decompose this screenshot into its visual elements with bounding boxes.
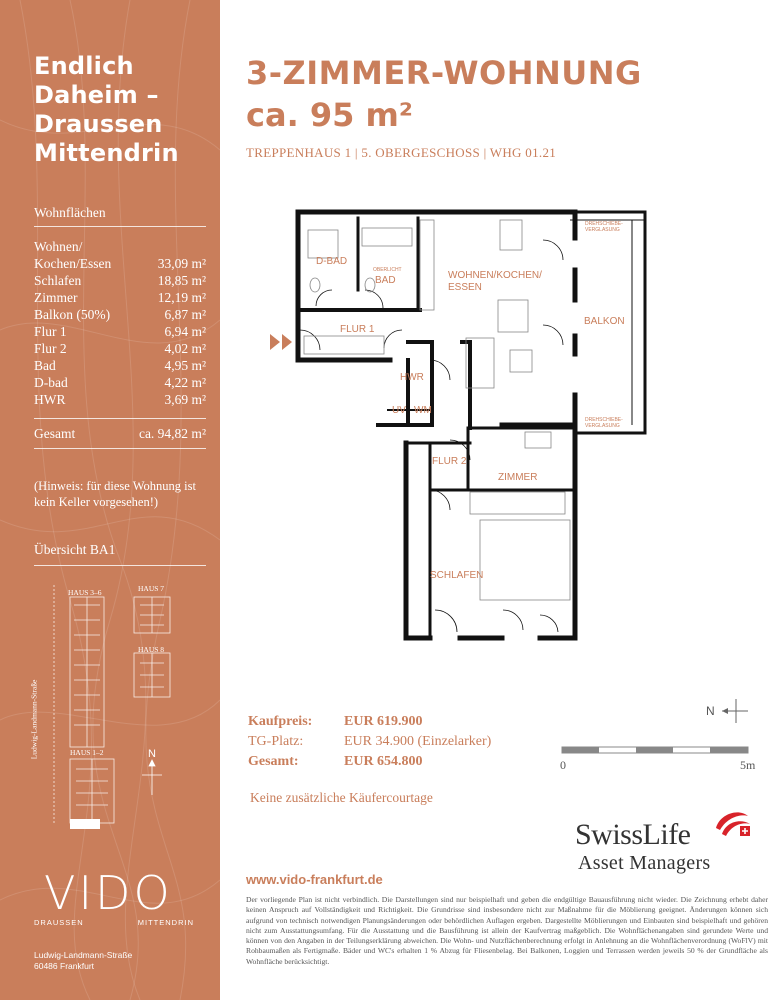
room-wohnen-line1: WOHNEN/KOCHEN/ [448,270,542,281]
room-bad-note: OBERLICHT [373,267,402,273]
price-label: Kaufpreis: [248,714,313,729]
scale-bar [560,744,756,774]
area-row [34,374,206,391]
area-value: 4,02 m² [164,341,206,356]
room-balkon: BALKON [584,316,625,327]
area-name: Zimmer [34,290,78,305]
room-zimmer: ZIMMER [498,472,538,483]
north-label: N [706,704,715,718]
room-dbad: D-BAD [316,256,348,267]
room-uv: UV [392,405,406,416]
area-name: Flur 1 [34,324,67,339]
area-name: D-bad [34,375,68,390]
overview-north-label: N [148,748,156,760]
price-row [248,714,548,734]
area-name: Wohnen/ [34,239,83,254]
website-link[interactable]: www.vido-frankfurt.de [246,872,383,887]
price-value: EUR 34.900 (Einzelarker) [344,734,492,749]
room-bad: BAD [375,275,396,286]
north-arrow [700,696,750,726]
partner-name: SwissLife [575,818,691,851]
divider [34,418,206,419]
area-row [34,357,206,374]
area-name: HWR [34,392,66,407]
cellar-note: (Hinweis: für diese Wohnung ist kein Keller vorgesehen!) [34,479,196,509]
courtage-note: Keine zusätzliche Käufercourtage [250,790,433,805]
vido-subline [34,918,194,927]
area-name: Kochen/Essen [34,256,112,271]
areas-title: Wohnflächen [34,205,106,220]
area-list [34,238,206,408]
apartment-location: TREPPENHAUS 1 | 5. OBERGESCHOSS | WHG 01.21 [246,145,557,160]
area-name: Flur 2 [34,341,67,356]
scale-end: 5m [740,758,756,772]
divider [34,565,206,566]
floor-plan [270,200,660,650]
price-row [248,734,548,754]
tagline-line: Draussen [34,110,163,138]
area-name: Schlafen [34,273,82,288]
glazing-bottom-line1: DREHSCHIEBE- [585,417,623,423]
total-value: ca. 94,82 m² [138,426,206,441]
price-row [248,754,548,774]
swisslife-logo-icon [712,806,752,846]
area-row [34,255,206,272]
area-value: 6,94 m² [164,324,206,339]
apartment-size: ca. 95 m² [246,96,413,134]
area-value: 33,09 m² [157,256,206,271]
area-row [34,289,206,306]
room-flur1: FLUR 1 [340,324,375,335]
price-label: Gesamt: [248,754,299,769]
glazing-bottom-line2: VERGLASUNG [585,423,620,429]
partner-sub: Asset Managers [578,852,711,874]
page-title: 3-ZIMMER-WOHNUNG [246,54,642,92]
site-plan-graphic [34,575,194,835]
area-row [34,306,206,323]
vido-logo: VIDO [44,866,173,920]
vido-sub-right: MITTENDRIN [137,918,194,927]
price-value: EUR 619.900 [344,714,423,729]
area-value: 4,22 m² [164,375,206,390]
address [34,950,132,972]
area-value: 4,95 m² [164,358,206,373]
scale-start: 0 [560,758,566,772]
area-total [34,426,206,442]
haus-1-2-label: HAUS 1–2 [70,748,104,757]
overview-title: Übersicht BA1 [34,542,116,557]
area-row [34,323,206,340]
tagline [34,52,179,168]
haus-7-label: HAUS 7 [138,584,165,593]
divider [34,448,206,449]
area-name: Bad [34,358,56,373]
tagline-line: Endlich [34,52,134,80]
room-hwr: HWR [400,372,424,383]
room-wohnen-line2: ESSEN [448,282,482,293]
area-name: Balkon (50%) [34,307,111,322]
room-wm: WM [414,405,432,416]
vido-sub-left: DRAUSSEN [34,918,84,927]
price-label: TG-Platz: [248,734,304,749]
haus-3-6-label: HAUS 3–6 [68,588,102,597]
area-value: 6,87 m² [164,307,206,322]
glazing-top-line2: VERGLASUNG [585,227,620,233]
area-row [34,272,206,289]
site-overview-map [29,575,194,835]
area-value: 18,85 m² [157,273,206,288]
glazing-top-line1: DREHSCHIEBE- [585,221,623,227]
area-row [34,238,206,255]
scale-bar-graphic [560,745,750,757]
price-table [248,714,548,774]
room-schlafen: SCHLAFEN [430,570,484,581]
address-line: 60486 Frankfurt [34,961,95,971]
area-value: 12,19 m² [157,290,206,305]
haus-8-label: HAUS 8 [138,645,165,654]
street-label: Ludwig-Landmann-Straße [29,679,39,760]
tagline-line: Mittendrin [34,139,179,167]
address-line: Ludwig-Landmann-Straße [34,950,133,960]
legal-disclaimer: Der vorliegende Plan ist nicht verbindlich. Die Darstellungen sind nur beispielhaft und geben die endgültige Bauausführung nicht wieder. Die Zeichnung erhebt daher keinen Anspruch auf Vollständigkeit und Richtigkeit. Die Grundrisse sind insbesondere nicht zur Maßnahme für die Möblierung geeignet. Änderungen können sich aufgrund von technisch notwendigen Planungsänderungen oder behördlichen Auflagen ergeben. Dargestellte Möblierungen und Einbauten sind beispielhaft und gehören nicht zum Ausstattungsumfang. Für die Ausstattung und die Bausführung ist allein der Kaufvertrag maßgeblich. Die Wohnflächenangaben sind gerundete Werte und können von den Angaben in der Teilungserklärung abweichen. Die Wohn- und Nutzflächenberechnung erfolgt in Anlehnung an die Wohnflächenverordnung (WoFlV) mit Rohbaumaßen als Fertigmaße. Bäder und WC's erhalten 1 % Abzug für Fliesenbelag. Bei Balkonen, Loggien und Terrassen werden jeweils 50 % der Grundfläche als Wohnfläche berücksichtigt. [246,895,768,966]
total-label: Gesamt [34,426,76,441]
area-value: 3,69 m² [164,392,206,407]
area-row [34,340,206,357]
sidebar [0,0,220,1000]
room-flur2: FLUR 2 [432,456,467,467]
tagline-line: Daheim – [34,81,159,109]
divider [34,226,206,227]
area-row [34,391,206,408]
price-value: EUR 654.800 [344,754,423,769]
